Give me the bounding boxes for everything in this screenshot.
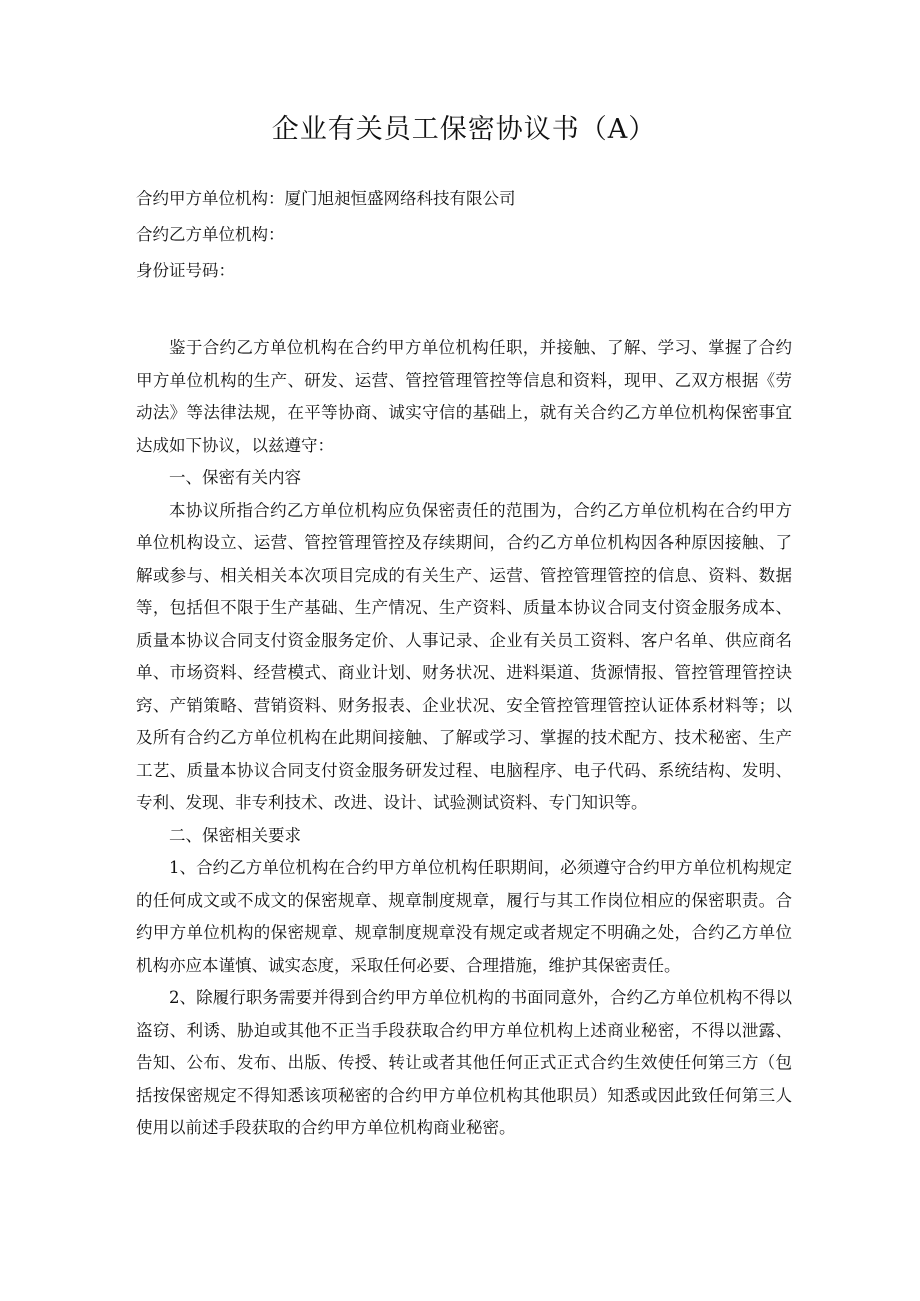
- requirement-item-1: 1、合约乙方单位机构在合约甲方单位机构任职期间，必须遵守合约甲方单位机构规定的任何成文或不成文的保密规章、规章制度规章，履行与其工作岗位相应的保密职责。合约甲方单位机构的保密规章、规章制度规章没有规定或者规定不明确之处，合约乙方单位机构亦应本谨慎、诚实态度，采取任何必要、合理措施，维护其保密责任。: [136, 858, 792, 975]
- intro-paragraph: 鉴于合约乙方单位机构在合约甲方单位机构任职，并接触、了解、学习、掌握了合约甲方单位机构的生产、研发、运营、管控管理管控等信息和资料，现甲、乙双方根据《劳动法》等法律法规，在平等协商、诚实守信的基础上，就有关合约乙方单位机构保密事宜达成如下协议，以兹遵守：: [136, 338, 792, 455]
- document-body: [136, 332, 792, 1145]
- party-b-line: 合约乙方单位机构：: [136, 225, 285, 244]
- section-heading-confidential-content: 一、保密有关内容: [169, 468, 301, 487]
- section-heading-confidential-requirements: 二、保密相关要求: [169, 825, 301, 845]
- id-number-line: 身份证号码：: [136, 261, 235, 280]
- party-info: [136, 181, 792, 289]
- party-a-line: 合约甲方单位机构：厦门旭昶恒盛网络科技有限公司: [136, 189, 516, 208]
- document-title: 企业有关员工保密协议书（A）: [271, 114, 657, 145]
- section-body-confidential-content: 本协议所指合约乙方单位机构应负保密责任的范围为，合约乙方单位机构在合约甲方单位机构设立、运营、管控管理管控及存续期间，合约乙方单位机构因各种原因接触、了解或参与、相关相关本次项目完成的有关生产、运营、管控管理管控的信息、资料、数据等，包括但不限于生产基础、生产情况、生产资料、质量本协议合同支付资金服务成本、质量本协议合同支付资金服务定价、人事记录、企业有关员工资料、客户名单、供应商名单、市场资料、经营模式、商业计划、财务状况、进料渠道、货源情报、管控管理管控诀窍、产销策略、营销资料、财务报表、企业状况、安全管控管理管控认证体系材料等；以及所有合约乙方单位机构在此期间接触、了解或学习、掌握的技术配方、技术秘密、生产工艺、质量本协议合同支付资金服务研发过程、电脑程序、电子代码、系统结构、发明、专利、发现、非专利技术、改进、设计、试验测试资料、专门知识等。: [136, 500, 792, 812]
- requirement-item-2: 2、除履行职务需要并得到合约甲方单位机构的书面同意外，合约乙方单位机构不得以盗窃、利诱、胁迫或其他不正当手段获取合约甲方单位机构上述商业秘密，不得以泄露、告知、公布、发布、出版、传授、转让或者其他任何正式正式合约生效使任何第三方（包括按保密规定不得知悉该项秘密的合约甲方单位机构其他职员）知悉或因此致任何第三人使用以前述手段获取的合约甲方单位机构商业秘密。: [136, 988, 792, 1137]
